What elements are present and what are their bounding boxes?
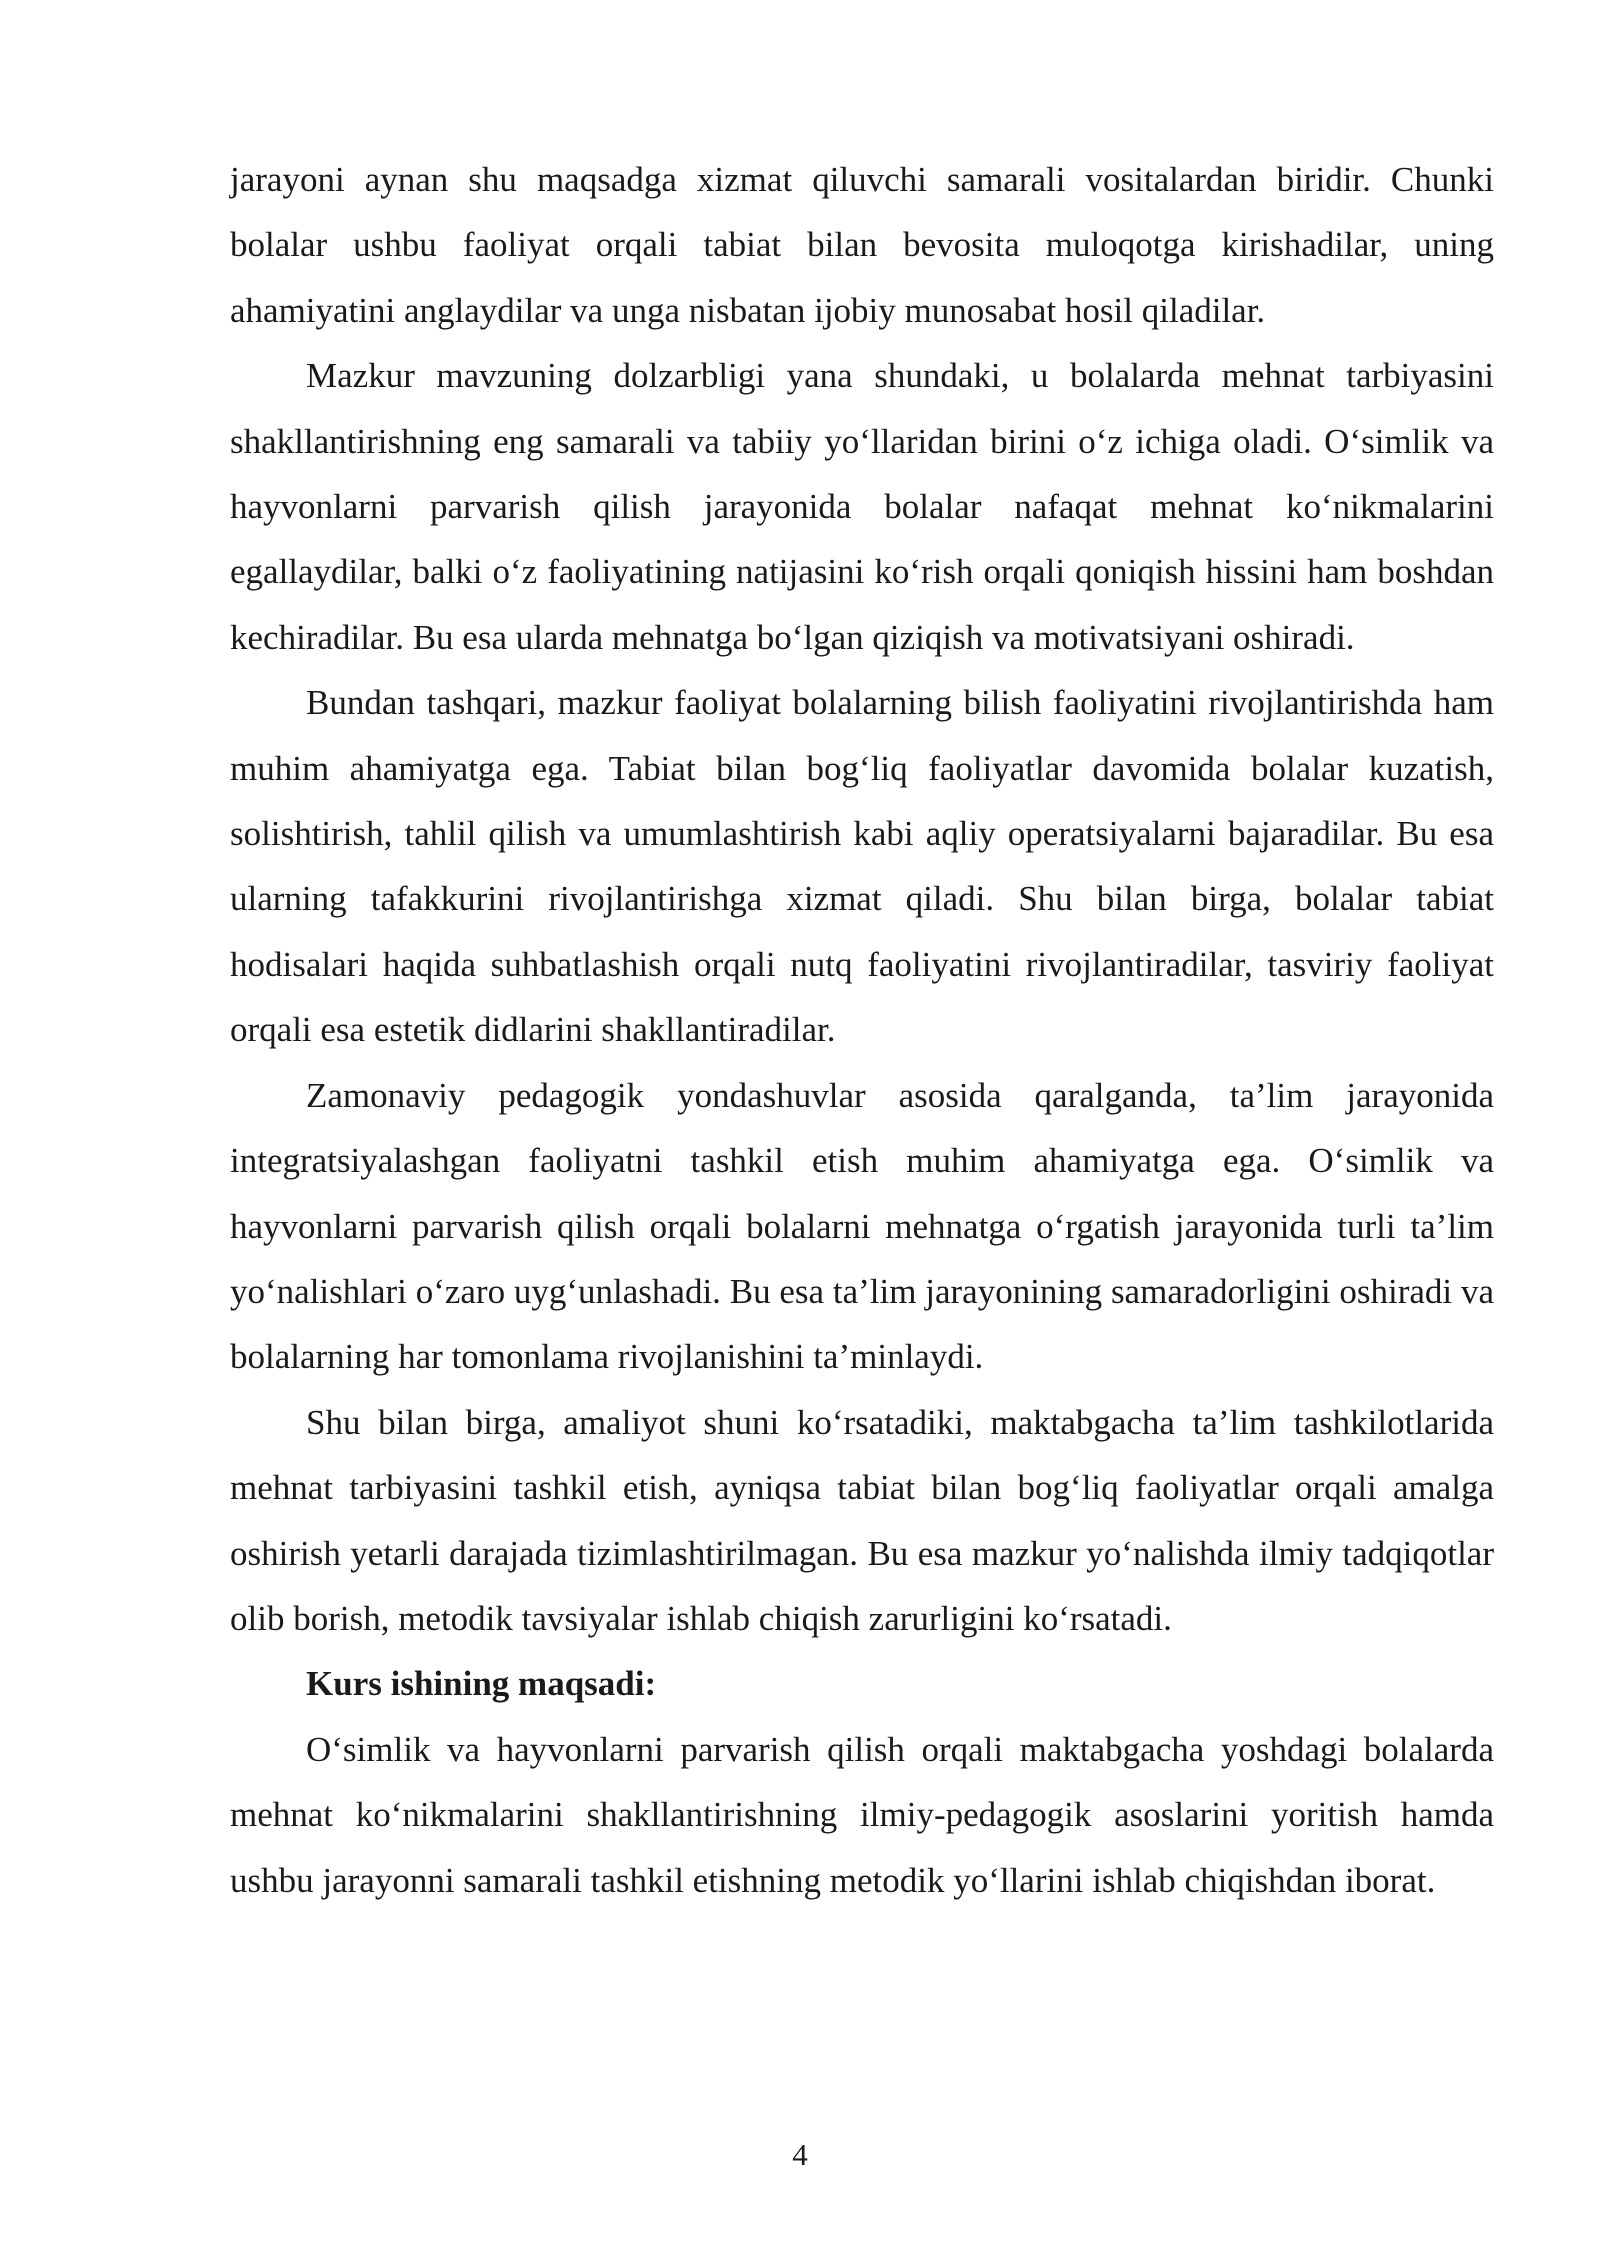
paragraph-practice-gap: Shu bilan birga, amaliyot shuni ko‘rsatadiki, maktabgacha ta’lim tashkilotlarida mehnat tarbiyasini tashkil etish, ayniqsa tabiat bilan bog‘liq faoliyatlar orqali amalga oshirish yetarli darajada tizimlashtirilmagan. Bu esa mazkur yo‘nalishda ilmiy tadqiqotlar olib borish, metodik tavsiyalar ishlab chiqish zarurligini ko‘rsatadi.: [230, 1402, 1494, 1638]
section-heading-goal: Kurs ishining maqsadi:: [306, 1664, 657, 1704]
paragraph-cognitive-development: Bundan tashqari, mazkur faoliyat bolalarning bilish faoliyatini rivojlantirishda ham muhim ahamiyatga ega. Tabiat bilan bog‘liq faoliyatlar davomida bolalar kuzatish, solishtirish, tahlil qilish va umumlashtirish kabi aqliy operatsiyalarni bajaradilar. Bu esa ularning tafakkurini rivojlantirishga xizmat qiladi. Shu bilan birga, bolalar tabiat hodisalari haqida suhbatlashish orqali nutq faoliyatini rivojlantiradilar, tasviriy faoliyat orqali esa estetik didlarini shakllantiradilar.: [230, 683, 1494, 1050]
paragraph-goal: O‘simlik va hayvonlarni parvarish qilish orqali maktabgacha yoshdagi bolalarda mehnat ko‘nikmalarini shakllantirishning ilmiy-pedagogik asoslarini yoritish hamda ushbu jarayonni samarali tashkil etishning metodik yo‘llarini ishlab chiqishdan iborat.: [230, 1729, 1494, 1900]
paragraph-continuation: jarayoni aynan shu maqsadga xizmat qiluvchi samarali vositalardan biridir. Chunki bolalar ushbu faoliyat orqali tabiat bilan bevosita muloqotga kirishadilar, uning ahamiyatini anglaydilar va unga nisbatan ijobiy munosabat hosil qiladilar.: [230, 160, 1494, 330]
page-body: [230, 147, 1494, 1913]
paragraph-relevance: Mazkur mavzuning dolzarbligi yana shundaki, u bolalarda mehnat tarbiyasini shakllantirishning eng samarali va tabiiy yo‘llaridan birini o‘z ichiga oladi. O‘simlik va hayvonlarni parvarish qilish jarayonida bolalar nafaqat mehnat ko‘nikmalarini egallaydilar, balki o‘z faoliyatining natijasini ko‘rish orqali qoniqish hissini ham boshdan kechiradilar. Bu esa ularda mehnatga bo‘lgan qiziqish va motivatsiyani oshiradi.: [230, 356, 1494, 657]
paragraph-integrated-activity: Zamonaviy pedagogik yondashuvlar asosida qaralganda, ta’lim jarayonida integratsiyalashgan faoliyatni tashkil etish muhim ahamiyatga ega. O‘simlik va hayvonlarni parvarish qilish orqali bolalarni mehnatga o‘rgatish jarayonida turli ta’lim yo‘nalishlari o‘zaro uyg‘unlashadi. Bu esa ta’lim jarayonining samaradorligini oshiradi va bolalarning har tomonlama rivojlanishini ta’minlaydi.: [230, 1075, 1494, 1377]
page-number: 4: [792, 2137, 808, 2172]
